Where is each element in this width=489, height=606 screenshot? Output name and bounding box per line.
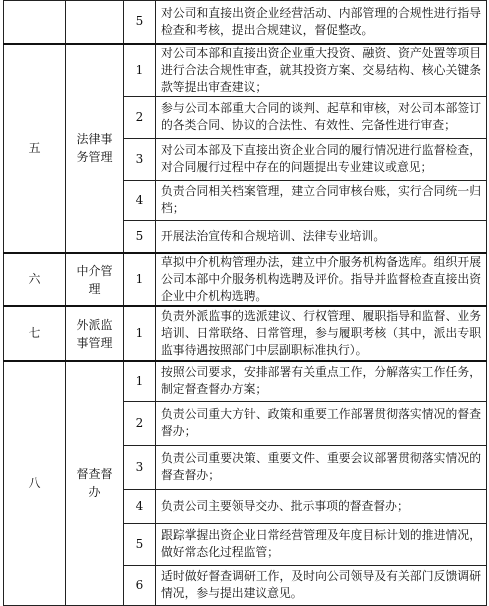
duty-text-cell: 负责公司主要领导交办、批示事项的督查督办； <box>156 489 487 523</box>
table-row <box>4 253 487 306</box>
item-number-cell: 2 <box>124 401 156 445</box>
section-number-cell <box>4 1 66 44</box>
duty-text-cell: 开展法治宣传和合规培训、法律专业培训。 <box>156 220 487 253</box>
table-row <box>4 44 487 97</box>
duty-text-cell: 负责公司重大方针、政策和重要工作部署贯彻落实情况的督查督办； <box>156 401 487 445</box>
duty-text-cell: 按照公司要求，安排部署有关重点工作，分解落实工作任务，制定督查督办方案； <box>156 361 487 401</box>
item-number-cell: 1 <box>124 253 156 306</box>
category-cell: 中介管理 <box>66 253 124 306</box>
section-number-cell: 五 <box>4 44 66 254</box>
category-cell: 外派监事管理 <box>66 306 124 361</box>
section-number-cell: 八 <box>4 361 66 605</box>
category-cell: 督查督办 <box>66 361 124 605</box>
item-number-cell: 6 <box>124 565 156 605</box>
category-cell <box>66 1 124 44</box>
table-row <box>4 361 487 401</box>
item-number-cell: 5 <box>124 523 156 565</box>
responsibility-table <box>3 0 487 606</box>
duty-text-cell: 对公司和直接出资企业经营活动、内部管理的合规性进行指导检查和考核，提出合规建议，督促整改。 <box>156 1 487 44</box>
duty-text-cell: 负责合同相关档案管理，建立合同审核台账，实行合同统一归档； <box>156 180 487 220</box>
item-number-cell: 5 <box>124 1 156 44</box>
table-row <box>4 1 487 44</box>
duty-text-cell: 适时做好督查调研工作，及时向公司领导及有关部门反馈调研情况，参与提出建议意见。 <box>156 565 487 605</box>
item-number-cell: 1 <box>124 361 156 401</box>
table-row <box>4 306 487 361</box>
duty-text-cell: 负责外派监事的选派建议、行权管理、履职指导和监督、业务培训、日常联络、日常管理，参与履职考核（其中，派出专职监事待遇按照部门中层副职标准执行）。 <box>156 306 487 361</box>
item-number-cell: 4 <box>124 180 156 220</box>
section-number-cell: 七 <box>4 306 66 361</box>
duty-text-cell: 跟踪掌握出资企业日常经营管理及年度目标计划的推进情况，做好常态化过程监管； <box>156 523 487 565</box>
duty-text-cell: 对公司本部和直接出资企业重大投资、融资、资产处置等项目进行合法合规性审查，就其投资方案、交易结构、核心关键条款等提出审查建议； <box>156 44 487 97</box>
item-number-cell: 4 <box>124 489 156 523</box>
category-cell: 法律事务管理 <box>66 44 124 254</box>
section-number-cell: 六 <box>4 253 66 306</box>
item-number-cell: 2 <box>124 96 156 138</box>
duty-text-cell: 草拟中介机构管理办法，建立中介服务机构备选库。组织开展公司本部中介服务机构选聘及评价。指导并监督检查直接出资企业中介机构选聘。 <box>156 253 487 306</box>
item-number-cell: 3 <box>124 445 156 489</box>
duty-text-cell: 对公司本部及下直接出资企业合同的履行情况进行监督检查，对合同履行过程中存在的问题提出专业建议或意见； <box>156 138 487 180</box>
item-number-cell: 5 <box>124 220 156 253</box>
item-number-cell: 3 <box>124 138 156 180</box>
item-number-cell: 1 <box>124 44 156 97</box>
item-number-cell: 1 <box>124 306 156 361</box>
duty-text-cell: 参与公司本部重大合同的谈判、起草和审核，对公司本部签订的各类合同、协议的合法性、有效性、完备性进行审查； <box>156 96 487 138</box>
duty-text-cell: 负责公司重要决策、重要文件、重要会议部署贯彻落实情况的督查督办； <box>156 445 487 489</box>
